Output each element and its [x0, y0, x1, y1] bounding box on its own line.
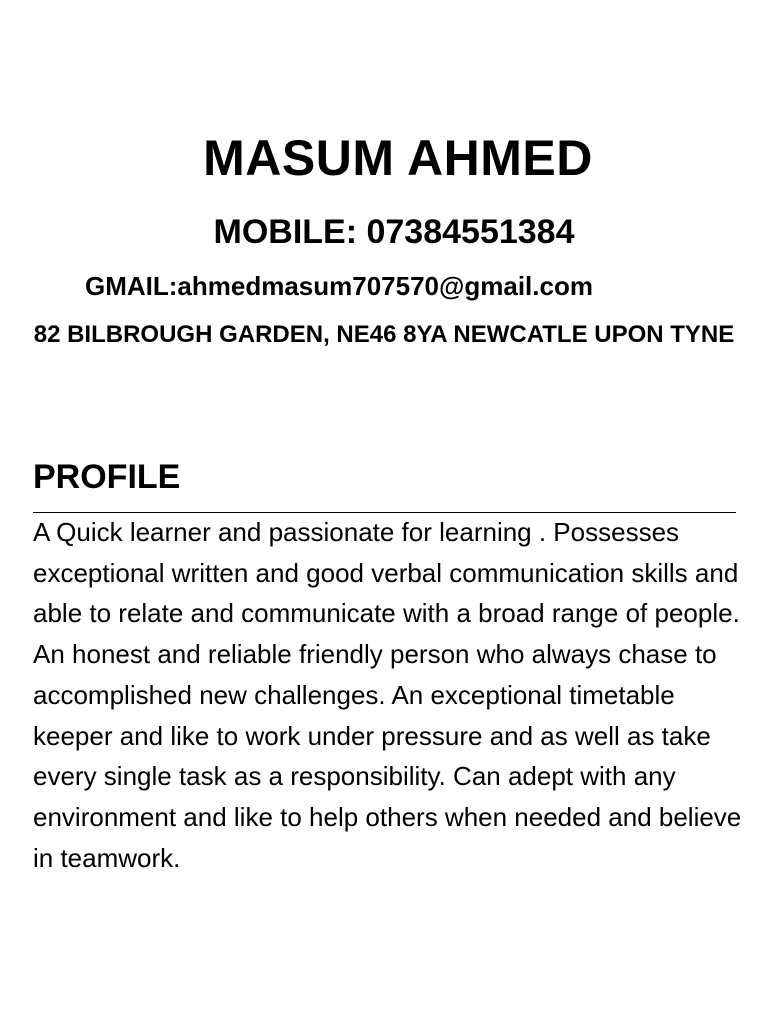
email-address: GMAIL:ahmedmasum707570@gmail.com: [85, 271, 593, 301]
mobile-number: MOBILE: 07384551384: [213, 213, 575, 251]
profile-heading: PROFILE: [33, 458, 181, 496]
candidate-name: MASUM AHMED: [203, 130, 593, 186]
profile-paragraph: A Quick learner and passionate for learning . Possesses exceptional written and good verbal communication skills and able to relate and communicate with a broad range of people. An honest and reliable friendly person who always chase to accomplished new challenges. An exceptional timetable keeper and like to work under pressure and as well as take every single task as a responsibility. Can adept with any environment and like to help others when needed and believe in teamwork.: [33, 517, 742, 873]
postal-address: 82 BILBROUGH GARDEN, NE46 8YA NEWCATLE UPON TYNE: [33, 321, 735, 348]
